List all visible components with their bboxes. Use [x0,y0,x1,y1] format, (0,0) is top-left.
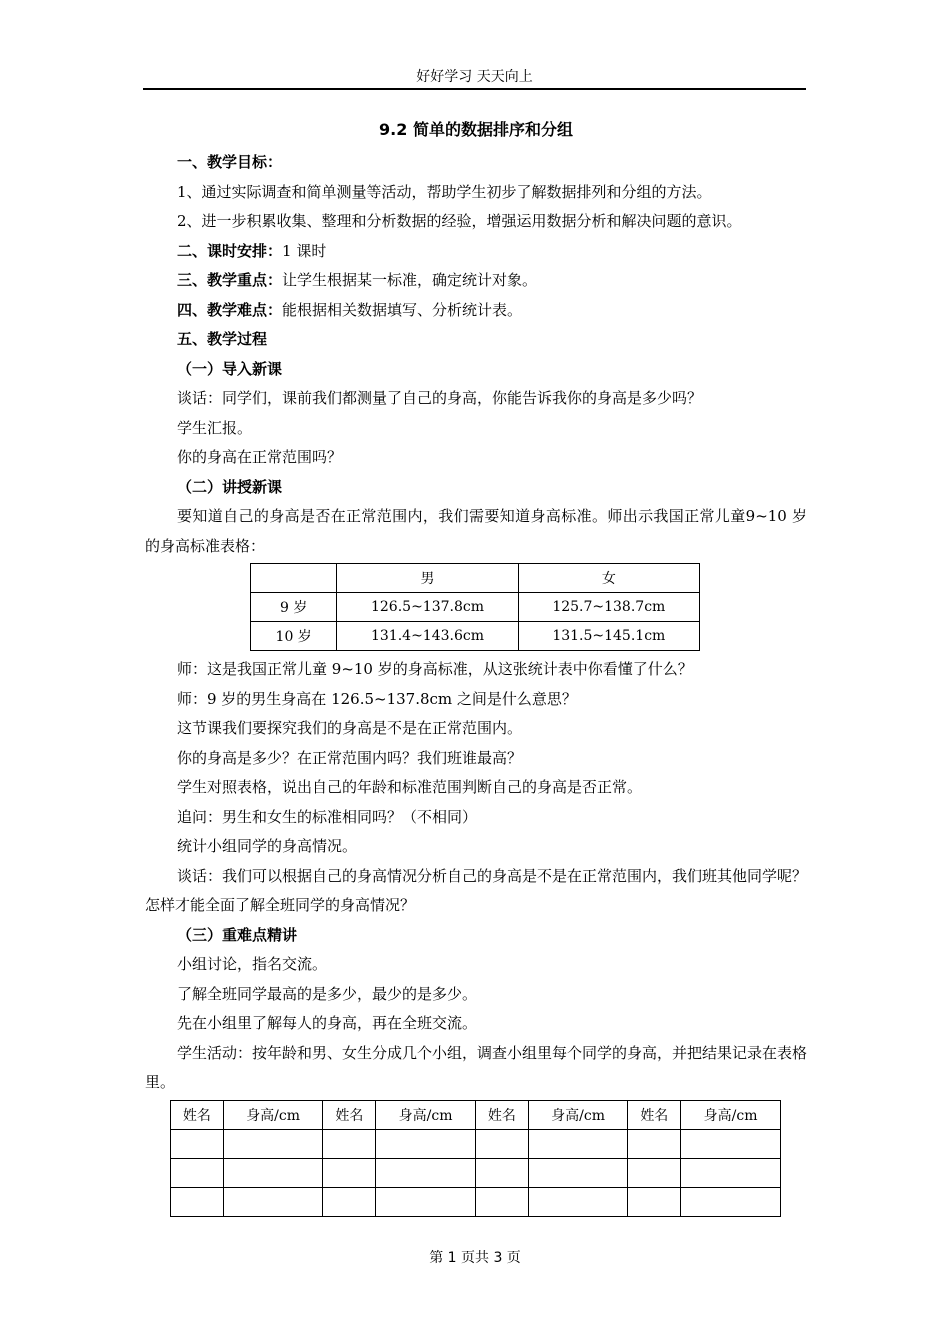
paragraph: 这节课我们要探究我们的身高是不是在正常范围内。 [177,719,523,737]
table-cell: 126.5~137.8cm [337,593,518,622]
table-cell [628,1187,681,1216]
table-header-row [251,564,700,593]
document-title: 9.2 简单的数据排序和分组 [379,120,573,139]
document-body [145,118,807,1217]
table-cell [528,1129,628,1158]
table-header-cell: 身高/cm [681,1100,781,1129]
table-header-cell: 身高/cm [223,1100,323,1129]
paragraph: 谈话：同学们，课前我们都测量了自己的身高，你能告诉我你的身高是多少吗？ [177,389,703,407]
table-cell [528,1158,628,1187]
paragraph: 学生对照表格，说出自己的年龄和标准范围判断自己的身高是否正常。 [177,778,643,796]
section-key-points [145,266,807,296]
table-header-cell: 姓名 [323,1100,376,1129]
table-header-cell: 身高/cm [376,1100,476,1129]
paragraph: 学生活动：按年龄和男、女生分成几个小组，调查小组里每个同学的身高，并把结果记录在表格里。 [145,1043,808,1091]
paragraph: 了解全班同学最高的是多少，最少的是多少。 [177,984,478,1003]
table-cell [528,1187,628,1216]
table-cell [475,1129,528,1158]
table-header-cell [251,564,337,593]
difficulties-label: 四、教学难点： [177,300,283,319]
subsection-key-difficult-heading: （三）重难点精讲 [177,925,298,944]
table-cell: 131.5~145.1cm [518,622,699,651]
paragraph: 统计小组同学的身高情况。 [177,837,358,855]
table-cell [171,1158,224,1187]
paragraph: 要知道自己的身高是否在正常范围内，我们需要知道身高标准。师出示我国正常儿童9~10 岁的身高标准表格： [145,507,807,555]
table-cell [681,1129,781,1158]
table-cell: 9 岁 [251,593,337,622]
paragraph: 谈话：我们可以根据自己的身高情况分析自己的身高是不是在正常范围内，我们班其他同学呢？怎样才能全面了解全班同学的身高情况？ [145,866,808,914]
paragraph: 学生汇报。 [177,418,253,437]
difficulties-text: 能根据相关数据填写、分析统计表。 [282,300,523,319]
table-cell [171,1129,224,1158]
table-cell: 10 岁 [251,622,337,651]
section-goals-heading: 一、教学目标： [177,153,283,171]
table-header-cell: 身高/cm [528,1100,628,1129]
section-schedule [145,237,807,267]
height-standard-table [250,563,700,651]
paragraph: 师：9 岁的男生身高在 126.5~137.8cm 之间是什么意思？ [177,689,577,708]
goal-1: 1、通过实际调查和简单测量等活动，帮助学生初步了解数据排列和分组的方法。 [177,182,712,201]
page-footer: 第 1 页共 3 页 [429,1250,521,1266]
table-cell [223,1158,323,1187]
table-row [251,593,700,622]
table-cell: 125.7~138.7cm [518,593,699,622]
table-header-cell: 女 [518,564,699,593]
paragraph: 追问：男生和女生的标准相同吗？（不相同） [177,807,478,826]
section-difficulties [145,296,807,326]
table-cell [475,1187,528,1216]
table-cell [323,1158,376,1187]
table-cell [323,1129,376,1158]
paragraph: 你的身高是多少？在正常范围内吗？我们班谁最高？ [177,748,523,767]
page-header: 好好学习 天天向上 [143,66,806,90]
table-header-cell: 姓名 [171,1100,224,1129]
paragraph: 你的身高在正常范围吗？ [177,448,343,466]
table-cell [223,1129,323,1158]
table-cell [171,1187,224,1216]
goal-2: 2、进一步积累收集、整理和分析数据的经验，增强运用数据分析和解决问题的意识。 [177,212,742,230]
table-cell: 131.4~143.6cm [337,622,518,651]
paragraph: 师：这是我国正常儿童 9~10 岁的身高标准，从这张统计表中你看懂了什么？ [177,660,693,678]
subsection-intro-heading: （一）导入新课 [177,359,283,378]
table-cell [628,1129,681,1158]
key-points-label: 三、教学重点： [177,271,283,289]
key-points-text: 让学生根据某一标准，确定统计对象。 [282,271,538,289]
table-cell [323,1187,376,1216]
table-cell [681,1187,781,1216]
table-cell [376,1187,476,1216]
table-header-cell: 姓名 [475,1100,528,1129]
table-cell [681,1158,781,1187]
group-height-record-table [170,1100,781,1217]
table-cell [376,1158,476,1187]
table-cell [628,1158,681,1187]
table-header-cell: 姓名 [628,1100,681,1129]
table-cell [223,1187,323,1216]
table-row [171,1187,781,1216]
table-cell [475,1158,528,1187]
table-row [171,1129,781,1158]
schedule-label: 二、课时安排： [177,241,283,260]
table-header-cell: 男 [337,564,518,593]
paragraph: 小组讨论，指名交流。 [177,955,328,973]
paragraph: 先在小组里了解每人的身高，再在全班交流。 [177,1014,478,1032]
table-row [171,1158,781,1187]
table-row [251,622,700,651]
table-header-row [171,1100,781,1129]
section-process-heading: 五、教学过程 [177,330,268,348]
table-cell [376,1129,476,1158]
subsection-teaching-heading: （二）讲授新课 [177,477,283,496]
schedule-text: 1 课时 [282,241,327,260]
